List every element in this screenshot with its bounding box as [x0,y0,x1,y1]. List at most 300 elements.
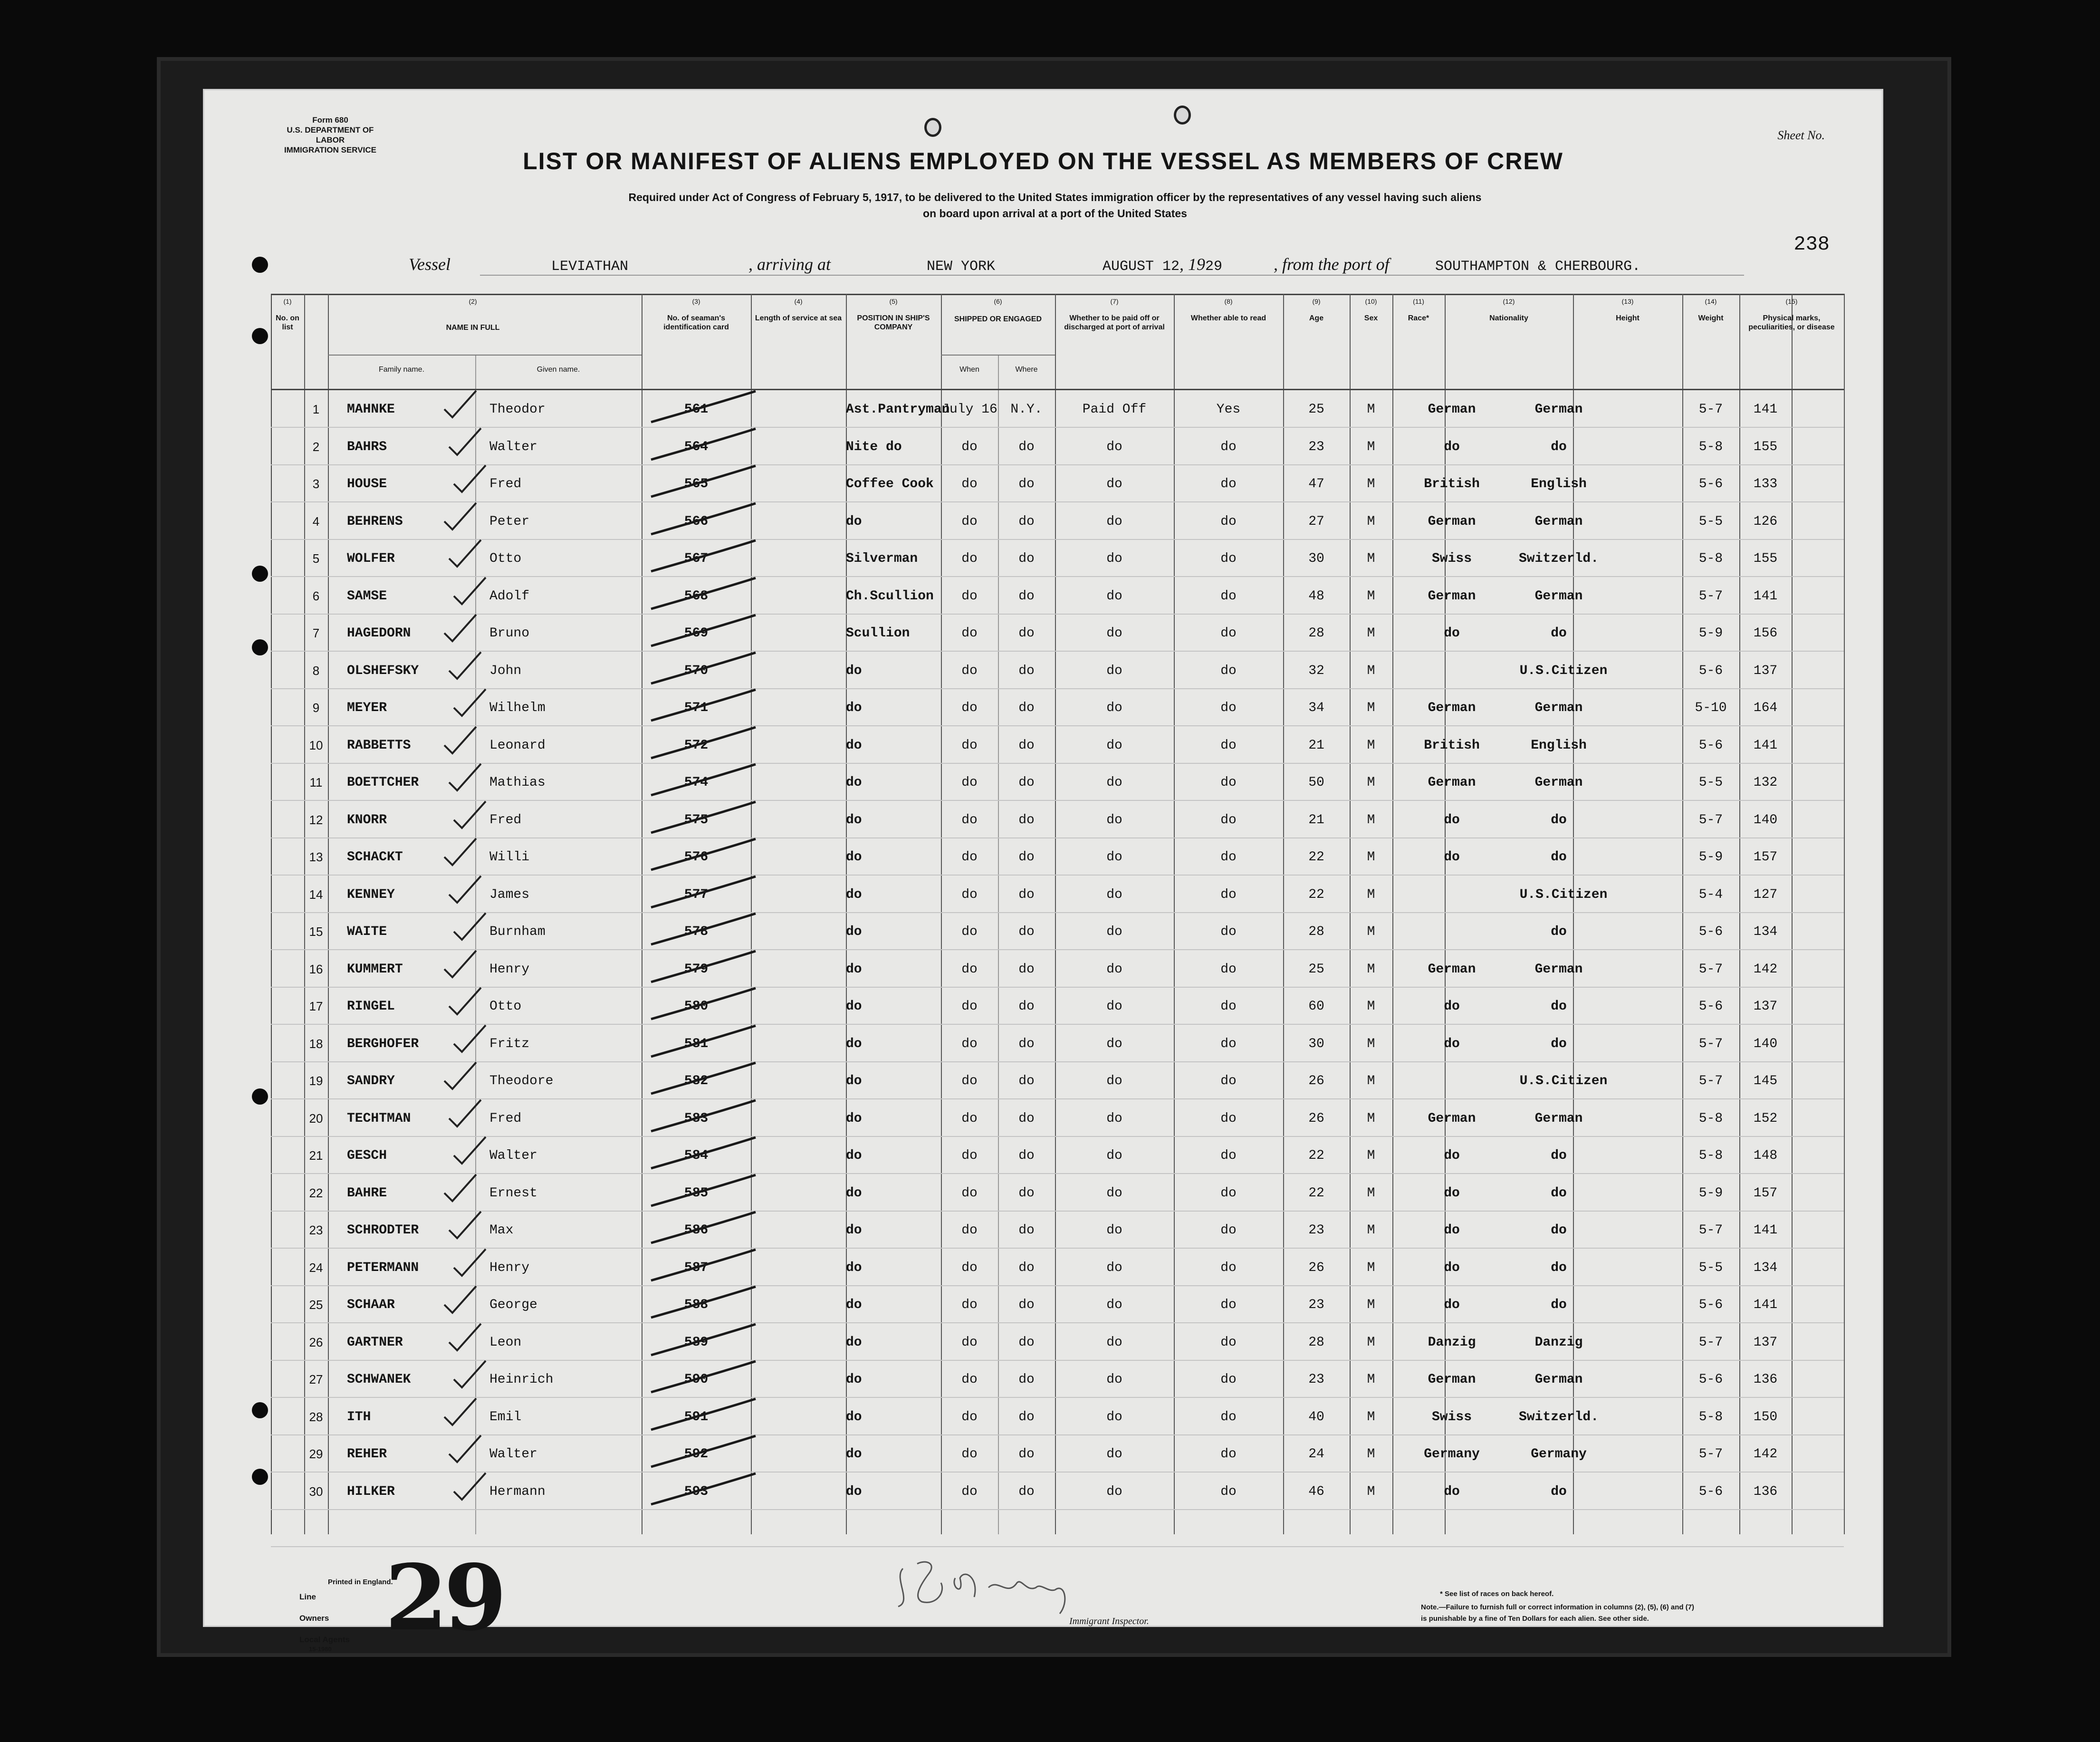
column-number: (9) [1312,298,1321,305]
card-check-stroke [646,911,760,949]
race: German [1428,514,1476,529]
paid-off: do [1106,1260,1122,1275]
column-header: No. on list [276,314,299,331]
card-check-stroke [646,725,760,763]
row-number: 16 [309,962,323,976]
given-name: Wilhelm [489,701,546,715]
age: 23 [1308,1298,1324,1312]
arrival-date-value: AUGUST 12 [1103,259,1180,275]
paid-off: do [1106,701,1122,715]
nationality: English [1531,738,1587,753]
height: 5-8 [1698,1148,1723,1163]
row-number: 27 [309,1372,323,1386]
card-check-stroke [646,1284,760,1322]
row-rule [271,1285,1844,1286]
paid-off: do [1106,1484,1122,1499]
agents-code: 15-1980 [309,1646,332,1653]
shipped-when: do [961,1484,978,1499]
column-number: (11) [1413,298,1424,305]
column-header: Whether to be paid off or discharged at port of arrival [1064,314,1165,331]
owners-label: Owners [299,1614,329,1623]
ship-position: do [846,1372,862,1387]
age: 21 [1308,738,1324,753]
shipped-where: do [1018,1223,1035,1238]
shipped-where: do [1018,663,1035,678]
id-card-number: 578 [684,924,709,939]
age: 22 [1308,1148,1324,1163]
vessel-label: Vessel [409,255,451,274]
height: 5-8 [1698,1409,1723,1424]
weight: 141 [1753,1223,1778,1238]
column-header: Sex [1364,314,1378,322]
id-card-number: 574 [684,775,709,790]
shipped-when: do [961,626,978,641]
shipped-where: do [1018,514,1035,529]
row-rule [271,464,1844,465]
agents-label: Local Agents [299,1635,350,1644]
nationality: German [1534,588,1583,604]
nationality: English [1531,477,1587,491]
from-port-label: , from the port of [1274,255,1390,274]
check-mark [447,1433,485,1466]
age: 47 [1308,477,1324,491]
shipped-when: do [961,1409,978,1424]
paid-off: do [1106,738,1122,753]
age: 23 [1308,439,1324,454]
id-card-number: 567 [684,551,709,566]
paid-off: do [1106,1335,1122,1350]
height: 5-10 [1695,701,1727,715]
height: 5-8 [1698,551,1723,566]
row-number: 1 [312,402,320,416]
able-to-read: do [1220,924,1237,939]
inspector-signature [884,1550,1093,1616]
shipped-where: do [1018,850,1035,865]
race: U.S.Citizen [1519,1074,1608,1088]
card-check-stroke [646,1135,760,1173]
given-name: Burnham [489,924,546,939]
ship-position: do [846,812,862,828]
punch-hole [252,328,268,344]
weight: 142 [1753,1447,1778,1462]
able-to-read: do [1220,1298,1237,1312]
height: 5-9 [1698,1185,1723,1201]
column-number: (2) [469,298,477,305]
family-name: SCHRODTER [347,1223,419,1238]
row-rule [271,1098,1844,1099]
sex: M [1367,1298,1375,1312]
weight: 141 [1753,402,1778,417]
paid-off: do [1106,1148,1122,1163]
able-to-read: do [1220,887,1237,902]
age: 21 [1308,812,1324,828]
weight: 137 [1753,663,1778,678]
able-to-read: do [1220,738,1237,753]
nationality: Switzerld. [1518,551,1599,566]
check-mark [447,425,485,459]
able-to-read: do [1220,1447,1237,1462]
paid-off: Paid Off [1082,402,1147,417]
row-number: 9 [312,701,320,715]
row-number: 29 [309,1447,323,1461]
row-number: 3 [312,477,320,491]
service-name: IMMIGRATION SERVICE [284,145,376,154]
shipped-when: do [961,962,978,977]
family-name: SCHWANEK [347,1372,411,1387]
id-card-number: 583 [684,1111,709,1126]
family-name: MEYER [347,701,387,715]
shipped-when: do [961,999,978,1014]
sex: M [1367,551,1375,566]
ship-position: do [846,1409,862,1424]
shipped-where: do [1018,1036,1035,1051]
able-to-read: do [1220,812,1237,828]
family-name: TECHTMAN [347,1111,411,1126]
weight: 157 [1753,1185,1778,1201]
able-to-read: do [1220,1148,1237,1163]
row-number: 2 [312,439,320,454]
row-number: 4 [312,514,320,529]
given-name: Heinrich [489,1372,554,1387]
height: 5-6 [1698,1484,1723,1499]
shipped-when: July 16 [941,402,997,417]
shipped-where: do [1018,775,1035,790]
weight: 155 [1753,551,1778,566]
id-card-number: 577 [684,887,709,902]
sex: M [1367,477,1375,491]
race: German [1428,701,1476,715]
sex: M [1367,887,1375,902]
card-check-stroke [646,986,760,1024]
card-check-stroke [646,538,760,576]
height: 5-8 [1698,1111,1723,1126]
id-card-number: 589 [684,1335,709,1350]
nationality: do [1551,1148,1567,1163]
shipped-where: do [1018,1260,1035,1275]
id-card-number: 564 [684,439,709,454]
column-number: (3) [692,298,700,305]
age: 24 [1308,1447,1324,1462]
age: 34 [1308,701,1324,715]
given-name: James [489,887,530,902]
row-rule [271,987,1844,988]
paid-off: do [1106,626,1122,641]
row-rule [271,688,1844,689]
height: 5-6 [1698,738,1723,753]
given-name: Fred [489,812,522,828]
nationality: Switzerld. [1518,1409,1599,1424]
row-rule [271,1509,1844,1510]
penalty-note-2: is punishable by a fine of Ten Dollars for each alien. See other side. [1421,1615,1649,1623]
row-number: 20 [309,1111,323,1126]
row-number: 26 [309,1335,323,1349]
check-mark [447,1321,485,1354]
age: 26 [1308,1074,1324,1088]
row-rule [271,763,1844,764]
check-mark [447,985,485,1018]
inspector-label: Immigrant Inspector. [1069,1616,1149,1627]
card-check-stroke [646,1322,760,1360]
column-number: (7) [1110,298,1119,305]
age: 25 [1308,402,1324,417]
height: 5-7 [1698,402,1723,417]
check-mark [447,1209,485,1242]
check-mark [451,910,489,943]
id-card-number: 593 [684,1484,709,1499]
weight: 134 [1753,924,1778,939]
row-rule [271,651,1844,652]
given-name: Leon [489,1335,522,1350]
column-number: (10) [1365,298,1377,305]
sheet-number-label: Sheet No. [1777,128,1825,142]
row-number: 28 [309,1409,323,1424]
vessel-name-value: LEVIATHAN [551,259,629,275]
id-card-number: 572 [684,738,709,753]
weight: 152 [1753,1111,1778,1126]
column-rule [1792,294,1793,1534]
form-number: Form 680 [312,115,348,125]
age: 25 [1308,962,1324,977]
weight: 132 [1753,775,1778,790]
family-name: RINGEL [347,999,395,1014]
race: do [1444,439,1460,454]
shipped-where: do [1018,924,1035,939]
paid-off: do [1106,439,1122,454]
paid-off: do [1106,551,1122,566]
row-number: 12 [309,812,323,827]
nationality: do [1551,1036,1567,1051]
subheader-where: Where [1015,366,1038,374]
card-check-stroke [646,613,760,651]
arrival-port [927,254,995,275]
ship-position: do [846,1298,862,1312]
nationality: do [1551,626,1567,641]
ship-position: do [846,663,862,678]
card-check-stroke [646,874,760,912]
shipped-header-rule [941,355,1055,356]
row-rule [271,837,1844,838]
paid-off: do [1106,812,1122,828]
row-number: 11 [309,775,323,789]
check-mark [451,1358,489,1391]
column-header: Height [1616,314,1640,322]
height: 5-7 [1698,812,1723,828]
check-mark [447,649,485,683]
shipped-where: do [1018,701,1035,715]
family-name: KUMMERT [347,962,403,977]
able-to-read: do [1220,514,1237,529]
nationality: do [1551,1185,1567,1201]
sex: M [1367,439,1375,454]
weight: 141 [1753,1298,1778,1312]
check-mark [442,1396,480,1429]
row-rule [271,614,1844,615]
sex: M [1367,812,1375,828]
id-card-number: 590 [684,1372,709,1387]
id-card-number: 561 [684,402,709,417]
check-mark [451,575,489,608]
column-header: Age [1309,314,1324,322]
age: 60 [1308,999,1324,1014]
id-card-number: 568 [684,588,709,604]
row-number: 25 [309,1298,323,1312]
sex: M [1367,1447,1375,1462]
race: German [1428,402,1476,417]
age: 40 [1308,1409,1324,1424]
age: 23 [1308,1372,1324,1387]
row-rule [271,576,1844,577]
shipped-where: do [1018,1409,1035,1424]
column-number: (4) [794,298,803,305]
ship-position: do [846,1074,862,1088]
race: Germany [1424,1447,1480,1462]
age: 32 [1308,663,1324,678]
able-to-read: do [1220,1111,1237,1126]
weight: 136 [1753,1372,1778,1387]
height: 5-6 [1698,924,1723,939]
row-rule [271,1434,1844,1435]
given-name: George [489,1298,537,1312]
line-label: Line [299,1592,316,1601]
row-rule [271,1136,1844,1137]
family-name: ITH [347,1409,371,1424]
height: 5-6 [1698,1372,1723,1387]
row-number: 13 [309,850,323,864]
ship-position: do [846,1223,862,1238]
column-number: (1) [283,298,292,305]
paid-off: do [1106,663,1122,678]
family-name: BAHRE [347,1185,387,1201]
subtitle-line-2: on board upon arrival at a port of the United States [923,207,1187,220]
able-to-read: do [1220,701,1237,715]
sex: M [1367,924,1375,939]
nationality: Germany [1531,1447,1587,1462]
shipped-where: do [1018,1372,1035,1387]
row-rule [271,1360,1844,1361]
row-number: 14 [309,887,323,902]
row-rule [271,1248,1844,1249]
able-to-read: do [1220,551,1237,566]
family-name: HOUSE [347,477,387,491]
row-rule [271,1322,1844,1323]
race: German [1428,962,1476,977]
shipped-where: do [1018,1148,1035,1163]
race: German [1428,775,1476,790]
paid-off: do [1106,924,1122,939]
check-mark [451,799,489,832]
ship-position: do [846,1111,862,1126]
paid-off: do [1106,1223,1122,1238]
subtitle-line-1: Required under Act of Congress of February 5, 1917, to be delivered to the United States immigration officer by the representatives of any vessel having such aliens [628,191,1482,203]
column-header: Length of service at sea [755,314,842,322]
shipped-when: do [961,1036,978,1051]
shipped-when: do [961,1148,978,1163]
height: 5-5 [1698,775,1723,790]
row-number: 22 [309,1185,323,1200]
sex: M [1367,850,1375,865]
given-name: Leonard [489,738,546,753]
manifest-sheet [204,90,1882,1653]
age: 22 [1308,850,1324,865]
paid-off: do [1106,999,1122,1014]
line-number-stamp: 29 [385,1545,503,1651]
race: British [1424,477,1480,491]
row-rule [271,949,1844,950]
weight: 148 [1753,1148,1778,1163]
column-header: No. of seaman's identification card [663,314,729,331]
subheader-given: Given name. [537,366,580,374]
ship-position: do [846,1185,862,1201]
ship-position: do [846,887,862,902]
race: do [1444,850,1460,865]
column-header: Physical marks, peculiarities, or disease [1748,314,1835,331]
ship-position: Ch.Scullion [846,588,934,604]
row-rule [271,1061,1844,1062]
shipped-when: do [961,1111,978,1126]
race: U.S.Citizen [1519,663,1608,678]
able-to-read: Yes [1216,402,1241,417]
age: 46 [1308,1484,1324,1499]
ship-position: Ast.Pantryman [846,402,950,417]
race: Swiss [1431,551,1472,566]
sex: M [1367,775,1375,790]
shipped-where: do [1018,439,1035,454]
shipped-when: do [961,1447,978,1462]
ship-position: Scullion [846,626,910,641]
age: 28 [1308,1335,1324,1350]
nationality: do [1551,439,1567,454]
paid-off: do [1106,477,1122,491]
able-to-read: do [1220,999,1237,1014]
id-card-number: 576 [684,850,709,865]
shipped-when: do [961,887,978,902]
printed-label: Printed in England. [328,1578,393,1586]
card-check-stroke [646,762,760,800]
family-name: OLSHEFSKY [347,663,419,678]
punch-hole [252,639,268,655]
check-mark [451,462,489,496]
check-mark [442,612,480,645]
column-header: Whether able to read [1190,314,1266,322]
given-name: John [489,663,522,678]
sex: M [1367,701,1375,715]
given-name: Bruno [489,626,530,641]
family-name: BERGHOFER [347,1036,419,1051]
vessel-underline [480,275,1744,276]
shipped-when: do [961,588,978,604]
card-check-stroke [646,501,760,539]
able-to-read: do [1220,477,1237,491]
ship-position: do [846,1036,862,1051]
race: do [1444,1298,1460,1312]
weight: 141 [1753,738,1778,753]
race: German [1428,1111,1476,1126]
card-check-stroke [646,576,760,614]
punch-hole [252,1402,268,1418]
row-rule [271,1024,1844,1025]
sex: M [1367,999,1375,1014]
row-number: 7 [312,626,320,640]
ship-position: do [846,1260,862,1275]
column-rule [328,294,329,1534]
row-number: 15 [309,924,323,939]
race: Danzig [1428,1335,1476,1350]
weight: 136 [1753,1484,1778,1499]
given-name: Fritz [489,1036,530,1051]
paid-off: do [1106,775,1122,790]
sex: M [1367,1185,1375,1201]
year-prefix: , 19 [1179,255,1206,274]
